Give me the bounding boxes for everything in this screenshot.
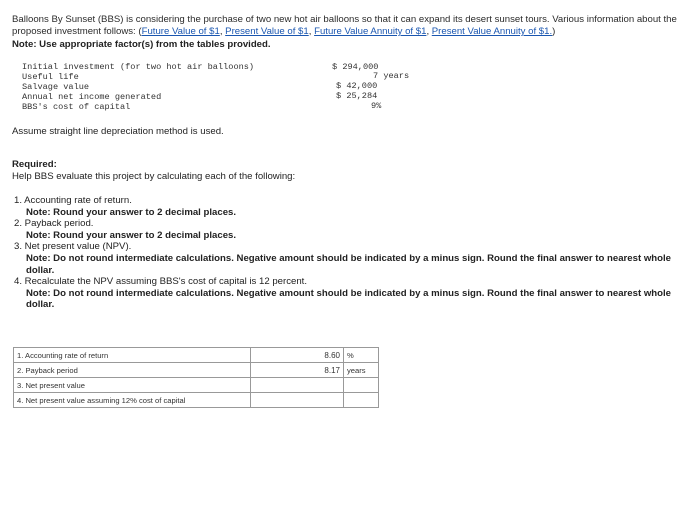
depreciation-assumption: Assume straight line depreciation method is used. <box>12 126 224 137</box>
requirement-2-label: 2. Payback period. <box>14 218 94 230</box>
link-present-value[interactable]: Present Value of $1 <box>225 26 309 37</box>
param-label-useful-life: Useful life <box>22 72 79 82</box>
param-value-cost-of-capital: 9% <box>371 101 382 111</box>
param-value-initial-investment: $ 294,000 <box>332 62 379 72</box>
requirement-4-label: 4. Recalculate the NPV assuming BBS's cost of capital is 12 percent. <box>14 276 307 288</box>
param-value-useful-life: 7 years <box>373 71 410 81</box>
link-present-value-annuity[interactable]: Present Value Annuity of $1. <box>431 26 553 37</box>
npv-input[interactable] <box>251 378 344 393</box>
answer-row <box>14 363 379 378</box>
requirement-3-label: 3. Net present value (NPV). <box>14 241 132 253</box>
param-label-annual-net-income: Annual net income generated <box>22 92 162 102</box>
investment-parameters <box>12 62 688 114</box>
requirement-1-label: 1. Accounting rate of return. <box>14 195 132 206</box>
npv-12-unit <box>344 393 379 408</box>
link-future-value[interactable]: Future Value of $1 <box>141 26 220 37</box>
arr-input[interactable]: 8.60 <box>251 348 344 363</box>
npv-12-input[interactable] <box>251 393 344 408</box>
answer-label-arr: 1. Accounting rate of return <box>14 348 251 363</box>
answer-label-payback: 2. Payback period <box>14 363 251 378</box>
problem-page <box>12 14 688 311</box>
link-future-value-annuity[interactable]: Future Value Annuity of $1 <box>314 26 427 37</box>
answer-row <box>14 393 379 408</box>
answer-table <box>13 347 379 408</box>
answer-row <box>14 378 379 393</box>
param-label-cost-of-capital: BBS's cost of capital <box>22 102 131 112</box>
arr-unit: % <box>344 348 379 363</box>
npv-unit <box>344 378 379 393</box>
requirement-4-note: Note: Do not round intermediate calculations. Negative amount should be indicated by a minus sign. Round the final answer to nearest whole dollar. <box>26 287 671 311</box>
answer-label-npv: 3. Net present value <box>14 378 251 393</box>
param-value-annual-net-income: $ 25,284 <box>336 91 378 101</box>
requirements-list <box>12 195 688 311</box>
requirement-1-note: Note: Round your answer to 2 decimal places. <box>26 206 237 218</box>
param-label-initial-investment: Initial investment (for two hot air balloons) <box>22 62 255 72</box>
payback-unit: years <box>344 363 379 378</box>
answer-label-npv-12: 4. Net present value assuming 12% cost of capital <box>14 393 251 408</box>
required-instructions: Help BBS evaluate this project by calculating each of the following: <box>12 171 296 182</box>
param-value-salvage-value: $ 42,000 <box>336 81 378 91</box>
requirement-3-note: Note: Do not round intermediate calculations. Negative amount should be indicated by a minus sign. Round the final answer to nearest whole dollar. <box>26 252 671 276</box>
answer-row <box>14 348 379 363</box>
intro-text: Balloons By Sunset (BBS) is considering the purchase of two new hot air balloons so that it can expand its desert sunset tours. Various information about the proposed investment follows: <box>12 14 677 37</box>
factor-note: Note: Use appropriate factor(s) from the tables provided. <box>12 39 271 50</box>
requirement-2-note: Note: Round your answer to 2 decimal places. <box>26 229 237 241</box>
param-label-salvage-value: Salvage value <box>22 82 90 92</box>
required-heading: Required: <box>12 159 57 170</box>
intro-paragraph: Balloons By Sunset (BBS) is considering the purchase of two new hot air balloons so that it can expand its desert sunset tours. Various information about the proposed investment follows: (Future Value of $1, Present Value of $1, Future Value Annuity of $1, Present Value Annuity of $1.) <box>12 14 677 37</box>
payback-input[interactable]: 8.17 <box>251 363 344 378</box>
